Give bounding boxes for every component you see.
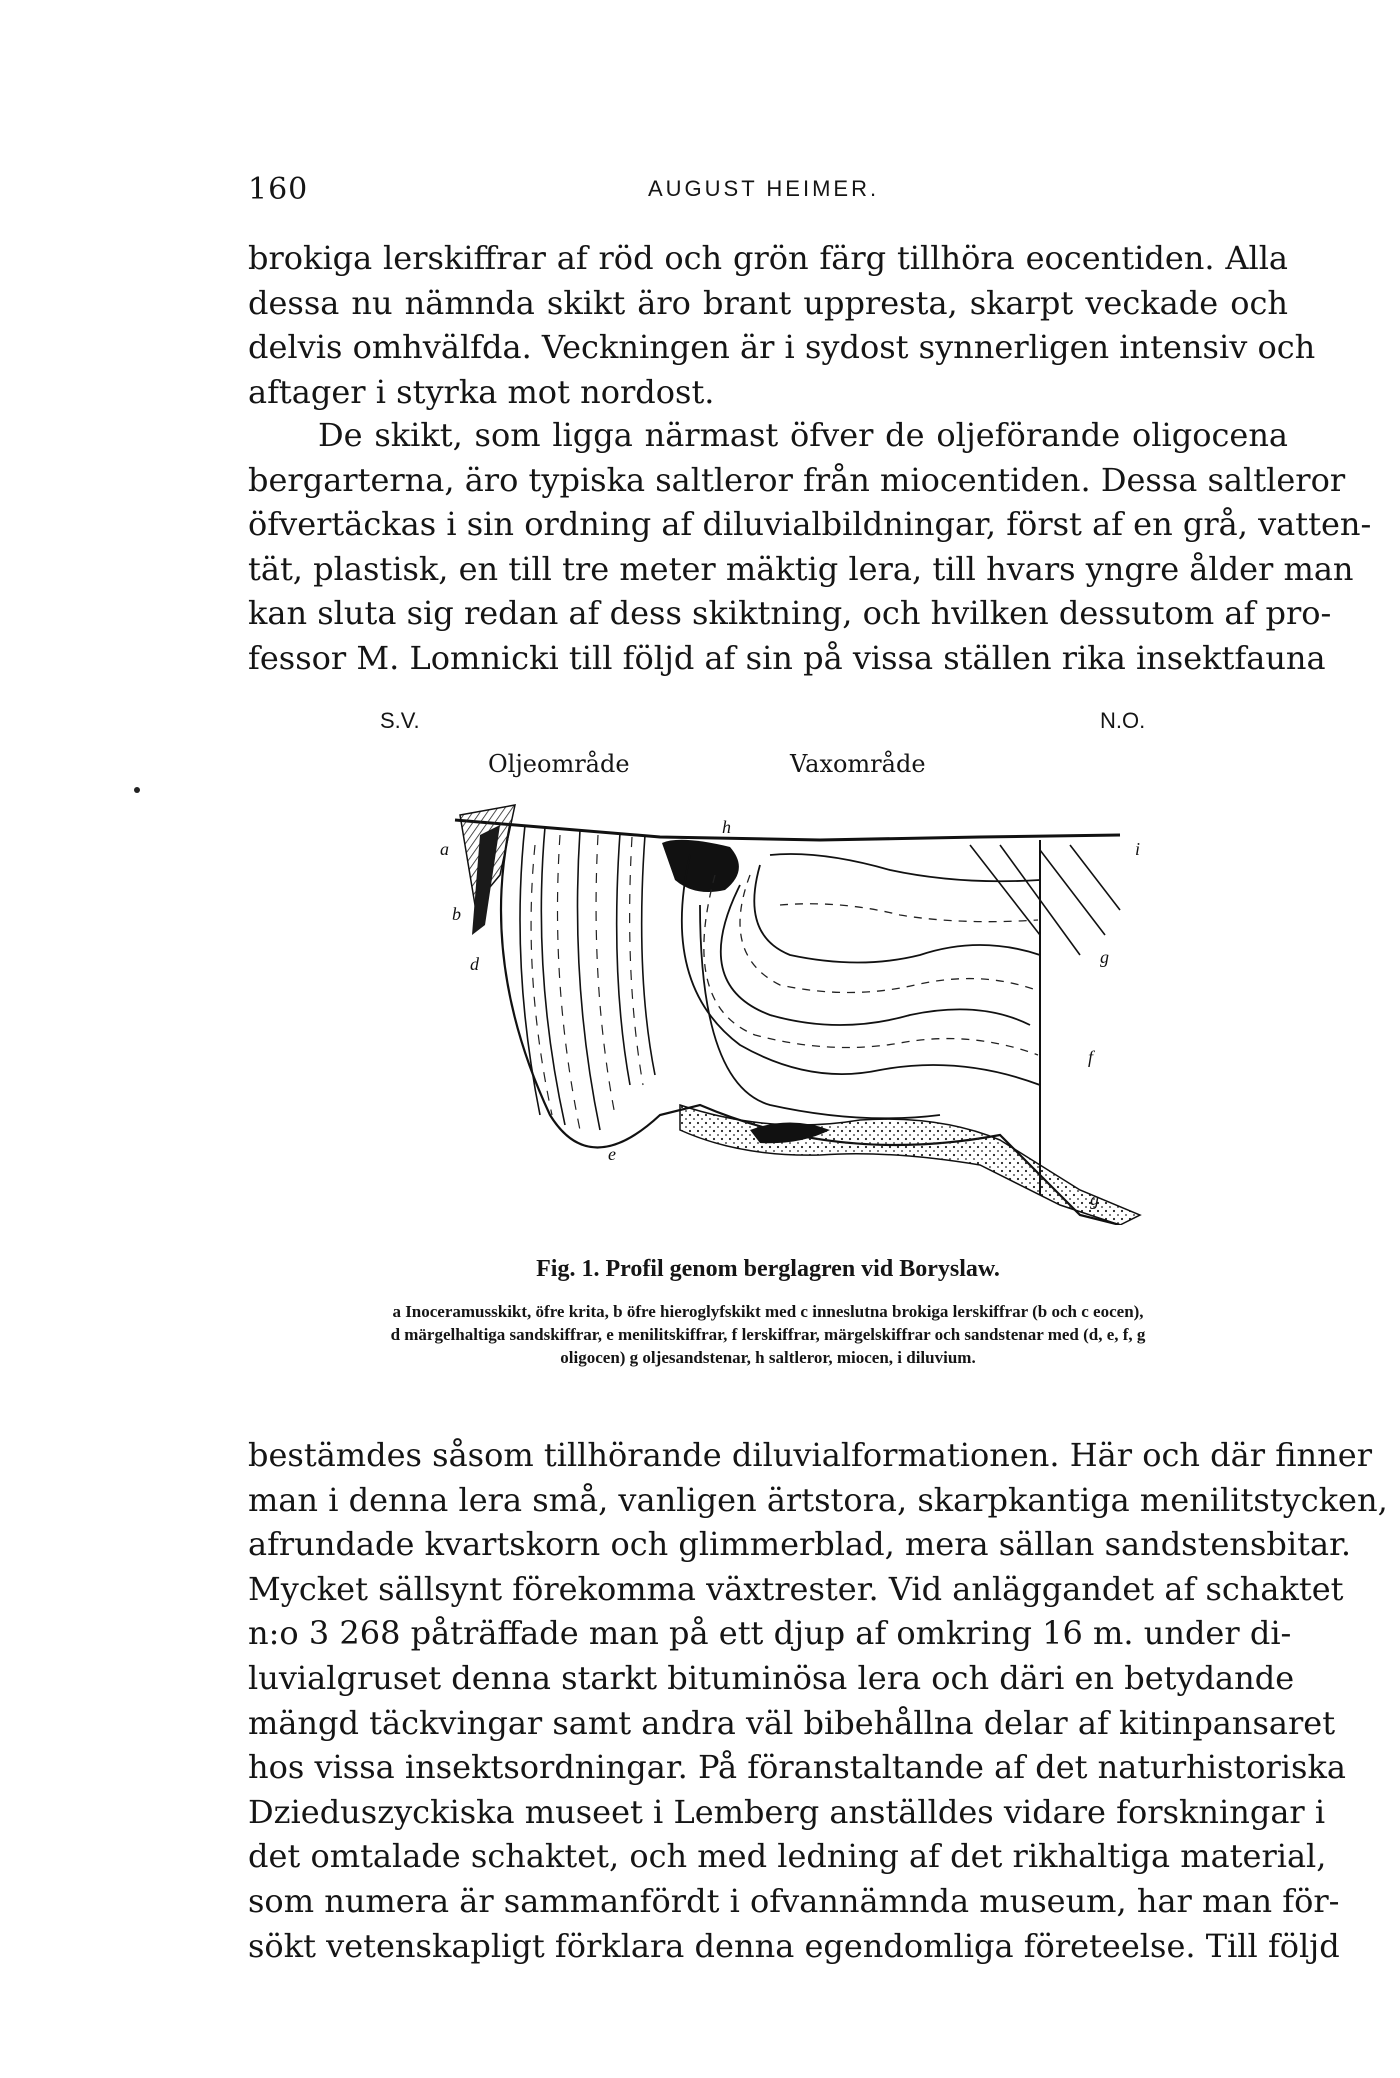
figure-legend [248,1300,1288,1369]
page-header [248,172,1288,212]
stray-dot [134,787,140,793]
letter-h: h [722,817,731,837]
letter-e: e [608,1144,616,1164]
letter-a: a [440,839,449,859]
letter-d: d [470,954,479,974]
letter-f: f [1088,1047,1094,1067]
text-line: De skikt, som ligga närmast öfver de oljeförande oligocena [318,416,1288,454]
paragraph-2 [248,413,1372,681]
geological-profile-diagram [440,785,1160,1225]
legend-line: d märgelhaltiga sandskiffrar, e menilitskiffrar, f lerskiffrar, märgelskiffrar och sandstenar med (d, e, f, g [390,1325,1146,1344]
region-oil-label: Oljeområde [488,750,630,778]
text-line: kan sluta sig redan af dess skiktning, och hvilken dessutom af pro- [248,594,1332,633]
direction-no-label: N.O. [1100,708,1146,733]
direction-sv-label: S.V. [380,708,420,733]
letter-i: i [1135,839,1141,859]
letter-g-bottom: g [1090,1189,1099,1209]
region-wax-label: Vaxområde [790,750,926,778]
legend-line: a Inoceramusskikt, öfre krita, b öfre hieroglyfskikt med c inneslutna brokiga lerskiffrar (b och c eocen), [392,1302,1144,1321]
text-line: Dzieduszyckiska museet i Lemberg anställdes vidare forskningar i [248,1792,1326,1831]
text-line: aftager i styrka mot nordost. [248,372,715,411]
text-line: öfvertäckas i sin ordning af diluvialbildningar, först af en grå, vatten- [248,505,1372,544]
page-number: 160 [248,172,309,207]
text-line: brokiga lerskiffrar af röd och grön färg tillhöra eocentiden. Alla [248,239,1288,277]
text-line: bestämdes såsom tillhörande diluvialformationen. Här och där finner [248,1436,1372,1474]
text-line: som numera är sammanfördt i ofvannämnda museum, har man för- [248,1881,1340,1920]
letter-b: b [452,904,461,924]
paragraph-3 [248,1433,1388,1968]
text-line: Mycket sällsynt förekomma växtrester. Vid anläggandet af schaktet [248,1569,1344,1608]
text-line: afrundade kvartskorn och glimmerblad, mera sällan sandstensbitar. [248,1525,1352,1564]
paragraph-1 [248,236,1316,414]
text-line: det omtalade schaktet, och med ledning af det rikhaltiga material, [248,1837,1327,1876]
running-head: AUGUST HEIMER. [648,176,880,201]
letter-g: g [1100,947,1109,967]
text-line: bergarterna, äro typiska saltleror från miocentiden. Dessa saltleror [248,460,1346,499]
text-line: mängd täckvingar samt andra väl bibehållna delar af kitinpansaret [248,1703,1336,1742]
text-line: sökt vetenskapligt förklara denna egendomliga företeelse. Till följd [248,1926,1340,1965]
text-line: luvialgruset denna starkt bituminösa lera och däri en betydande [248,1658,1295,1697]
text-line: hos vissa insektsordningar. På föranstaltande af det naturhistoriska [248,1748,1346,1787]
text-line: delvis omhvälfda. Veckningen är i sydost synnerligen intensiv och [248,328,1316,367]
text-line: fessor M. Lomnicki till följd af sin på vissa ställen rika insektfauna [248,638,1326,677]
figure-caption: Fig. 1. Profil genom berglagren vid Boryslaw. [536,1256,1000,1282]
text-line: n:o 3 268 påträffade man på ett djup af omkring 16 m. under di- [248,1614,1292,1653]
text-line: man i denna lera små, vanligen ärtstora, skarpkantiga menilitstycken, [248,1480,1388,1519]
text-line: dessa nu nämnda skikt äro brant uppresta, skarpt veckade och [248,283,1288,322]
legend-line: oligocen) g oljesandstenar, h saltleror, miocen, i diluvium. [560,1348,976,1367]
text-line: tät, plastisk, en till tre meter mäktig lera, till hvars yngre ålder man [248,549,1354,588]
